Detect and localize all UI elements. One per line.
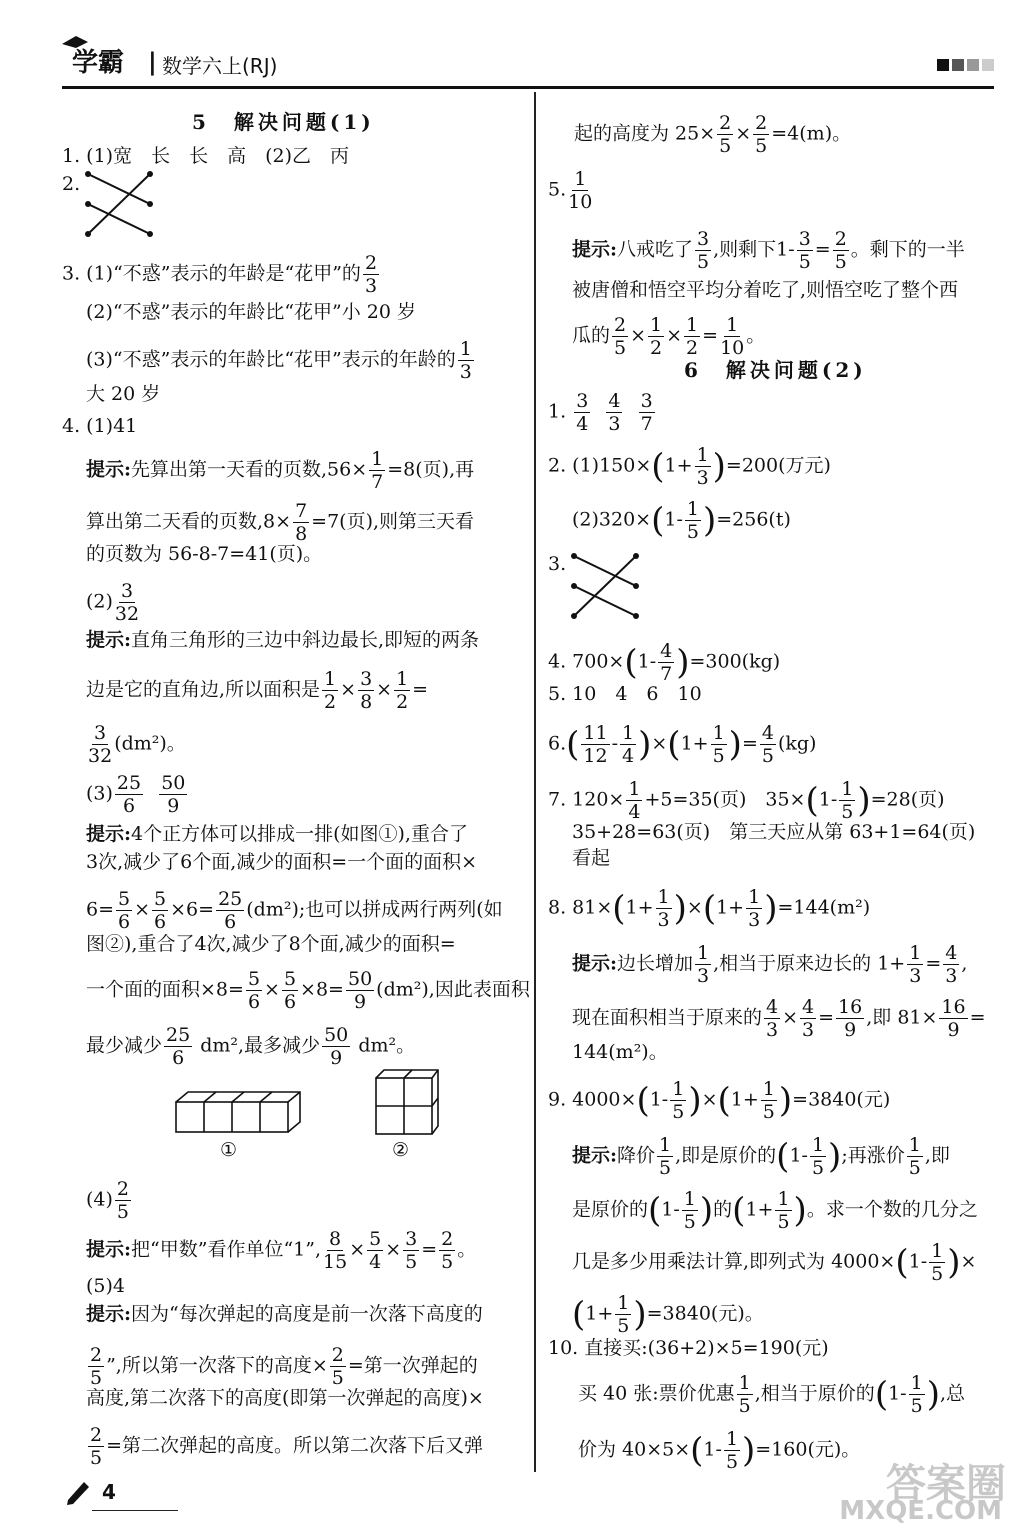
section-5-title: 5 解决问题(1) [192,110,375,134]
graduation-cap-icon [60,34,90,54]
hint-4-4a: 提示:把“甲数”看作单位“1”, $\frac{8}{15}$ × $\frac{5}{4}$ × $\frac{3}{5}$ = $\frac{2}{5}$ 。 [86,1228,477,1273]
s6-hint-8c: 144(m²)。 [572,1041,668,1063]
hint-4-3a: 提示:4个正方体可以排成一排(如图①),重合了 [86,823,468,845]
s6-hint-8b: 现在面积相当于原来的 $\frac{4}{3}$ × $\frac{4}{3}$ = $\frac{16}{9}$ ,即 81× $\frac{16}{9}$ = [572,996,986,1041]
header-separator: | [148,48,157,76]
watermark-url: MXQE.COM [839,1496,1002,1526]
figure-1-label: ① [220,1139,238,1161]
hint-4-5a: 提示:因为“每次弹起的高度是前一次落下高度的 [86,1303,483,1325]
answer-4-4: (4) $\frac{2}{5}$ [86,1178,130,1223]
s6-answer-9: 9. 4000×(1- $\frac{1}{5}$ )×(1+ $\frac{1}{5}$ )=3840(元) [548,1078,891,1123]
answer-1: 1. (1)宽 长 长 高 (2)乙 丙 [62,145,349,167]
figure-2-label: ② [392,1139,410,1161]
hint-4-2c: $\frac{3}{32}$ (dm²)。 [88,722,186,767]
hint-4-5d: $\frac{2}{5}$ =第二次弹起的高度。所以第二次落下后又弹 [90,1424,484,1469]
answer-5: 5. $\frac{1}{10}$ [548,168,593,213]
s6-answer-10: 10. 直接买:(36+2)×5=190(元) [548,1337,829,1359]
hint-5b: 被唐僧和悟空平均分着吃了,则悟空吃了整个西 [572,279,959,301]
answer-3-3-cont: 大 20 岁 [86,383,161,405]
watermark-logo: 答案圈 [886,1461,1006,1507]
hint-4-1a: 提示:先算出第一天看的页数,56× $\frac{1}{7}$ =8(页),再 [86,448,475,493]
square-icon [982,59,994,71]
square-icon [937,59,949,71]
page-number: 4 [102,1480,116,1504]
s6-answer-7c: 看起 [572,847,611,869]
hint-4-2a: 提示:直角三角形的三边中斜边最长,即短的两条 [86,629,480,651]
section-6-title: 6 解决问题(2) [684,358,867,382]
s6-hint-9a: 提示:降价 $\frac{1}{5}$ ,即是原价的(1- $\frac{1}{5}$ );再涨价 $\frac{1}{5}$ ,即 [572,1134,950,1179]
hint-4-3f: 最少减少 $\frac{25}{6}$ dm²,最多减少 $\frac{50}{9}$ dm²。 [86,1024,416,1069]
brand-logo: 学霸 [72,42,124,79]
hint-4-2b: 边是它的直角边,所以面积是 $\frac{1}{2}$ × $\frac{3}{8}$ × $\frac{1}{2}$ = [86,668,429,713]
hint-5a: 提示:八戒吃了 $\frac{3}{5}$ ,则剩下1- $\frac{3}{5}$ = $\frac{2}{5}$ 。剩下的一半 [572,228,965,273]
continuation-line: 起的高度为 25× $\frac{2}{5}$ × $\frac{2}{5}$ =4(m)。 [574,112,852,157]
s6-hint-8a: 提示:边长增加 $\frac{1}{3}$ ,相当于原来边长的 1+ $\frac{1}{3}$ = $\frac{4}{3}$ , [572,942,968,987]
hint-4-3e: 一个面的面积×8= $\frac{5}{6}$ × $\frac{5}{6}$ ×8= $\frac{50}{9}$ (dm²),因此表面积 [86,968,530,1013]
s6-answer-10c: 价为 40×5×(1- $\frac{1}{5}$ )=160(元)。 [578,1428,861,1473]
s6-answer-6: 6.( $\frac{11}{12}$ - $\frac{1}{4}$ )×(1+ $\frac{1}{5}$ )= $\frac{4}{5}$ (kg) [548,722,817,767]
hint-4-5c: 高度,第二次落下的高度(即第一次弹起的高度)× [86,1387,484,1409]
pencil-icon [64,1476,94,1506]
hint-4-5b: $\frac{2}{5}$ ”,所以第一次落下的高度× $\frac{2}{5}$ =第一次弹起的 [90,1344,478,1389]
answer-2: 2. [62,173,81,195]
page-header [62,42,994,88]
column-divider [534,92,536,1472]
hint-4-3d: 图②),重合了4次,减少了8个面,减少的面积= [86,933,456,955]
answer-4-2: (2) $\frac{3}{32}$ [86,580,140,625]
header-squares [934,56,994,75]
hint-4-1c: 的页数为 56-8-7=41(页)。 [86,543,323,565]
square-icon [967,59,979,71]
hint-4-3b: 3次,减少了6个面,减少的面积=一个面的面积× [86,851,478,873]
answer-4-3: (3) $\frac{25}{6}$ $\frac{50}{9}$ [86,772,186,817]
header-rule [62,86,994,89]
s6-hint-9c: 几是多少用乘法计算,即列式为 4000×(1- $\frac{1}{5}$ )× [572,1240,977,1285]
cube-square-figure [372,1066,442,1138]
cube-row-figure [172,1086,308,1150]
s6-answer-2-2: (2)320×(1- $\frac{1}{5}$ )=256(t) [572,498,791,543]
s6-answer-5: 5. 10 4 6 10 [548,683,702,705]
s6-answer-2-1: 2. (1)150×(1+ $\frac{1}{3}$ )=200(万元) [548,444,831,489]
footer-rule [92,1510,178,1511]
answer-4-1: 4. (1)41 [62,415,138,437]
answer-3-2: (2)“不惑”表示的年龄比“花甲”小 20 岁 [86,301,417,323]
s6-answer-10b: 买 40 张:票价优惠 $\frac{1}{5}$ ,相当于原价的(1- $\frac{1}{5}$ ),总 [578,1372,965,1417]
s6-answer-7: 7. 120× $\frac{1}{4}$ +5=35(页) 35×(1- $\frac{1}{5}$ )=28(页) [548,778,945,823]
s6-hint-9d: (1+ $\frac{1}{5}$ )=3840(元)。 [572,1292,764,1337]
answer-4-5: (5)4 [86,1275,126,1297]
hint-4-1b: 算出第二天看的页数,8× $\frac{7}{8}$ =7(页),则第三天看 [86,500,475,545]
book-title: 数学六上(RJ) [162,54,278,78]
square-icon [952,59,964,71]
answer-3-3: (3)“不惑”表示的年龄比“花甲”表示的年龄的 $\frac{1}{3}$ [86,338,472,383]
page-footer [62,1476,152,1516]
matching-lines-figure [84,170,160,240]
s6-answer-8: 8. 81×(1+ $\frac{1}{3}$ )×(1+ $\frac{1}{3}$ )=144(m²) [548,886,871,931]
s6-hint-9b: 是原价的(1- $\frac{1}{5}$ )的(1+ $\frac{1}{5}$ )。求一个数的几分之 [572,1188,978,1233]
s6-answer-4: 4. 700×(1- $\frac{4}{7}$ )=300(kg) [548,640,781,685]
matching-lines-figure [570,552,646,622]
s6-answer-3: 3. [548,553,567,575]
s6-answer-7b: 35+28=63(页) 第三天应从第 63+1=64(页) [572,821,976,843]
hint-5c: 瓜的 $\frac{2}{5}$ × $\frac{1}{2}$ × $\frac{1}{2}$ = $\frac{1}{10}$ 。 [572,314,766,359]
answer-3-1: 3. (1)“不惑”表示的年龄是“花甲”的 $\frac{2}{3}$ [62,252,378,297]
hint-4-3c: 6= $\frac{5}{6}$ × $\frac{5}{6}$ ×6= $\frac{25}{6}$ (dm²);也可以拼成两行两列(如 [86,888,503,933]
s6-answer-1: 1. $\frac{3}{4}$ $\frac{4}{3}$ $\frac{3}{7}$ [548,390,653,435]
